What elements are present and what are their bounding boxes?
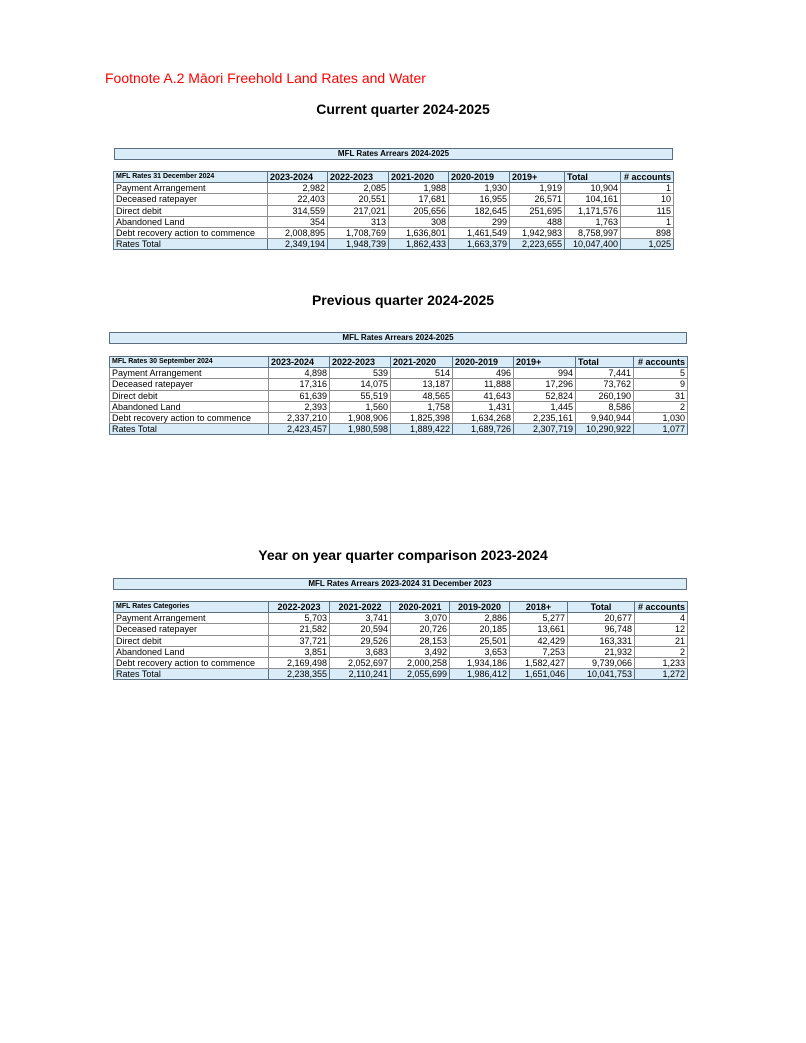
value-cell: 1,663,379 [449, 239, 510, 250]
table-banner-current: MFL Rates Arrears 2024-2025 [114, 148, 673, 160]
value-cell: 2,886 [450, 613, 510, 624]
value-cell: 299 [449, 216, 510, 227]
row-label-cell: Debt recovery action to commence [110, 413, 269, 424]
table-total-row [114, 239, 674, 250]
value-cell: 1,560 [330, 401, 391, 412]
value-cell: 42,429 [510, 635, 568, 646]
row-label-cell: Payment Arrangement [114, 183, 268, 194]
value-cell: 994 [514, 368, 576, 379]
value-cell: 96,748 [568, 624, 635, 635]
table-total-row [110, 424, 688, 435]
row-label-cell: Payment Arrangement [110, 368, 269, 379]
row-label-cell: Rates Total [110, 424, 269, 435]
value-cell: 308 [389, 216, 449, 227]
header-cell: Total [565, 172, 621, 183]
value-cell: 1,030 [634, 413, 688, 424]
value-cell: 3,851 [269, 646, 330, 657]
row-label-cell: Deceased ratepayer [114, 624, 269, 635]
header-cell: 2023-2024 [268, 172, 328, 183]
row-label-cell: Debt recovery action to commence [114, 228, 268, 239]
row-label-cell: Payment Arrangement [114, 613, 269, 624]
table-row [114, 228, 674, 239]
value-cell: 2,085 [328, 183, 389, 194]
value-cell: 2 [634, 401, 688, 412]
value-cell: 3,653 [450, 646, 510, 657]
value-cell: 1,272 [635, 669, 688, 680]
value-cell: 1,980,598 [330, 424, 391, 435]
value-cell: 1,582,427 [510, 658, 568, 669]
table-banner-previous: MFL Rates Arrears 2024-2025 [109, 332, 687, 344]
header-cell: 2022-2023 [330, 357, 391, 368]
header-cell: 2019-2020 [450, 602, 510, 613]
value-cell: 10 [621, 194, 674, 205]
value-cell: 5,703 [269, 613, 330, 624]
value-cell: 48,565 [391, 390, 453, 401]
value-cell: 182,645 [449, 205, 510, 216]
value-cell: 28,153 [391, 635, 450, 646]
table-row [110, 390, 688, 401]
table-header-row [114, 602, 688, 613]
value-cell: 9 [634, 379, 688, 390]
value-cell: 17,681 [389, 194, 449, 205]
header-cell: Total [576, 357, 634, 368]
row-label-cell: Direct debit [110, 390, 269, 401]
value-cell: 61,639 [269, 390, 330, 401]
value-cell: 2,055,699 [391, 669, 450, 680]
value-cell: 3,070 [391, 613, 450, 624]
value-cell: 1,948,739 [328, 239, 389, 250]
value-cell: 29,526 [330, 635, 391, 646]
value-cell: 5 [634, 368, 688, 379]
value-cell: 17,316 [269, 379, 330, 390]
value-cell: 2,235,161 [514, 413, 576, 424]
header-cell: Total [568, 602, 635, 613]
value-cell: 1,171,576 [565, 205, 621, 216]
value-cell: 21 [635, 635, 688, 646]
header-cell-category: MFL Rates 30 September 2024 [110, 357, 269, 368]
header-cell: 2020-2021 [391, 602, 450, 613]
header-cell: 2021-2022 [330, 602, 391, 613]
table-row [110, 401, 688, 412]
value-cell: 1,908,906 [330, 413, 391, 424]
value-cell: 26,571 [510, 194, 565, 205]
value-cell: 11,888 [453, 379, 514, 390]
value-cell: 20,551 [328, 194, 389, 205]
value-cell: 3,741 [330, 613, 391, 624]
value-cell: 2,393 [269, 401, 330, 412]
value-cell: 8,758,997 [565, 228, 621, 239]
value-cell: 4,898 [269, 368, 330, 379]
value-cell: 314,559 [268, 205, 328, 216]
value-cell: 2,223,655 [510, 239, 565, 250]
section-title-current-quarter: Current quarter 2024-2025 [316, 101, 490, 117]
table-row [110, 379, 688, 390]
value-cell: 5,277 [510, 613, 568, 624]
value-cell: 8,586 [576, 401, 634, 412]
table-row [114, 194, 674, 205]
header-cell: # accounts [634, 357, 688, 368]
value-cell: 21,582 [269, 624, 330, 635]
header-cell-category: MFL Rates 31 December 2024 [114, 172, 268, 183]
value-cell: 2 [635, 646, 688, 657]
value-cell: 17,296 [514, 379, 576, 390]
value-cell: 52,824 [514, 390, 576, 401]
value-cell: 20,185 [450, 624, 510, 635]
row-label-cell: Abandoned Land [110, 401, 269, 412]
value-cell: 1,930 [449, 183, 510, 194]
value-cell: 2,169,498 [269, 658, 330, 669]
value-cell: 1,934,186 [450, 658, 510, 669]
value-cell: 1 [621, 183, 674, 194]
footnote-heading: Footnote A.2 Māori Freehold Land Rates and Water [105, 70, 426, 86]
value-cell: 115 [621, 205, 674, 216]
header-cell: 2020-2019 [453, 357, 514, 368]
value-cell: 205,656 [389, 205, 449, 216]
table-row [114, 216, 674, 227]
value-cell: 7,253 [510, 646, 568, 657]
header-cell: 2019+ [510, 172, 565, 183]
value-cell: 9,940,944 [576, 413, 634, 424]
value-cell: 1,889,422 [391, 424, 453, 435]
value-cell: 2,337,210 [269, 413, 330, 424]
value-cell: 1,431 [453, 401, 514, 412]
value-cell: 9,739,066 [568, 658, 635, 669]
value-cell: 37,721 [269, 635, 330, 646]
table-row [114, 205, 674, 216]
value-cell: 3,492 [391, 646, 450, 657]
header-cell: 2019+ [514, 357, 576, 368]
value-cell: 1,708,769 [328, 228, 389, 239]
value-cell: 1,651,046 [510, 669, 568, 680]
row-label-cell: Deceased ratepayer [114, 194, 268, 205]
value-cell: 13,661 [510, 624, 568, 635]
header-cell: 2022-2023 [269, 602, 330, 613]
value-cell: 1,025 [621, 239, 674, 250]
value-cell: 1,763 [565, 216, 621, 227]
value-cell: 514 [391, 368, 453, 379]
table-row [110, 368, 688, 379]
value-cell: 1,986,412 [450, 669, 510, 680]
value-cell: 20,726 [391, 624, 450, 635]
header-cell: 2023-2024 [269, 357, 330, 368]
value-cell: 2,110,241 [330, 669, 391, 680]
value-cell: 2,008,895 [268, 228, 328, 239]
value-cell: 7,441 [576, 368, 634, 379]
value-cell: 20,677 [568, 613, 635, 624]
value-cell: 1,077 [634, 424, 688, 435]
value-cell: 12 [635, 624, 688, 635]
value-cell: 1 [621, 216, 674, 227]
table-header-row [114, 172, 674, 183]
header-cell: 2020-2019 [449, 172, 510, 183]
value-cell: 354 [268, 216, 328, 227]
header-cell: 2021-2020 [391, 357, 453, 368]
row-label-cell: Rates Total [114, 669, 269, 680]
section-title-year-on-year: Year on year quarter comparison 2023-2024 [258, 547, 548, 563]
rates-table-previous [109, 356, 688, 435]
value-cell: 1,862,433 [389, 239, 449, 250]
value-cell: 2,052,697 [330, 658, 391, 669]
value-cell: 1,758 [391, 401, 453, 412]
value-cell: 2,349,194 [268, 239, 328, 250]
header-cell: 2022-2023 [328, 172, 389, 183]
value-cell: 2,982 [268, 183, 328, 194]
table-row [114, 635, 688, 646]
value-cell: 10,904 [565, 183, 621, 194]
value-cell: 1,689,726 [453, 424, 514, 435]
value-cell: 10,041,753 [568, 669, 635, 680]
header-cell: 2018+ [510, 602, 568, 613]
row-label-cell: Abandoned Land [114, 216, 268, 227]
value-cell: 14,075 [330, 379, 391, 390]
value-cell: 488 [510, 216, 565, 227]
table-row [114, 183, 674, 194]
table-row [114, 613, 688, 624]
row-label-cell: Deceased ratepayer [110, 379, 269, 390]
value-cell: 260,190 [576, 390, 634, 401]
value-cell: 10,047,400 [565, 239, 621, 250]
value-cell: 41,643 [453, 390, 514, 401]
value-cell: 1,445 [514, 401, 576, 412]
section-title-previous-quarter: Previous quarter 2024-2025 [311, 292, 495, 308]
value-cell: 2,423,457 [269, 424, 330, 435]
value-cell: 2,000,258 [391, 658, 450, 669]
table-row [114, 658, 688, 669]
value-cell: 898 [621, 228, 674, 239]
value-cell: 496 [453, 368, 514, 379]
value-cell: 13,187 [391, 379, 453, 390]
rates-table-current [113, 171, 674, 250]
value-cell: 2,238,355 [269, 669, 330, 680]
row-label-cell: Direct debit [114, 635, 269, 646]
value-cell: 1,461,549 [449, 228, 510, 239]
row-label-cell: Debt recovery action to commence [114, 658, 269, 669]
value-cell: 10,290,922 [576, 424, 634, 435]
value-cell: 1,988 [389, 183, 449, 194]
table-row [114, 646, 688, 657]
value-cell: 16,955 [449, 194, 510, 205]
header-cell-category: MFL Rates Categories [114, 602, 269, 613]
value-cell: 1,634,268 [453, 413, 514, 424]
row-label-cell: Rates Total [114, 239, 268, 250]
value-cell: 4 [635, 613, 688, 624]
value-cell: 2,307,719 [514, 424, 576, 435]
row-label-cell: Abandoned Land [114, 646, 269, 657]
header-cell: 2021-2020 [389, 172, 449, 183]
value-cell: 31 [634, 390, 688, 401]
value-cell: 104,161 [565, 194, 621, 205]
value-cell: 1,636,801 [389, 228, 449, 239]
value-cell: 3,683 [330, 646, 391, 657]
value-cell: 73,762 [576, 379, 634, 390]
header-cell: # accounts [621, 172, 674, 183]
value-cell: 1,233 [635, 658, 688, 669]
row-label-cell: Direct debit [114, 205, 268, 216]
value-cell: 217,021 [328, 205, 389, 216]
value-cell: 251,695 [510, 205, 565, 216]
table-header-row [110, 357, 688, 368]
value-cell: 21,932 [568, 646, 635, 657]
value-cell: 22,403 [268, 194, 328, 205]
value-cell: 539 [330, 368, 391, 379]
table-row [114, 624, 688, 635]
value-cell: 1,942,983 [510, 228, 565, 239]
value-cell: 55,519 [330, 390, 391, 401]
value-cell: 313 [328, 216, 389, 227]
rates-table-year-on-year [113, 601, 688, 680]
table-banner-year-on-year: MFL Rates Arrears 2023-2024 31 December 2023 [113, 578, 687, 590]
table-total-row [114, 669, 688, 680]
value-cell: 25,501 [450, 635, 510, 646]
header-cell: # accounts [635, 602, 688, 613]
table-row [110, 413, 688, 424]
value-cell: 1,825,398 [391, 413, 453, 424]
value-cell: 20,594 [330, 624, 391, 635]
value-cell: 163,331 [568, 635, 635, 646]
value-cell: 1,919 [510, 183, 565, 194]
